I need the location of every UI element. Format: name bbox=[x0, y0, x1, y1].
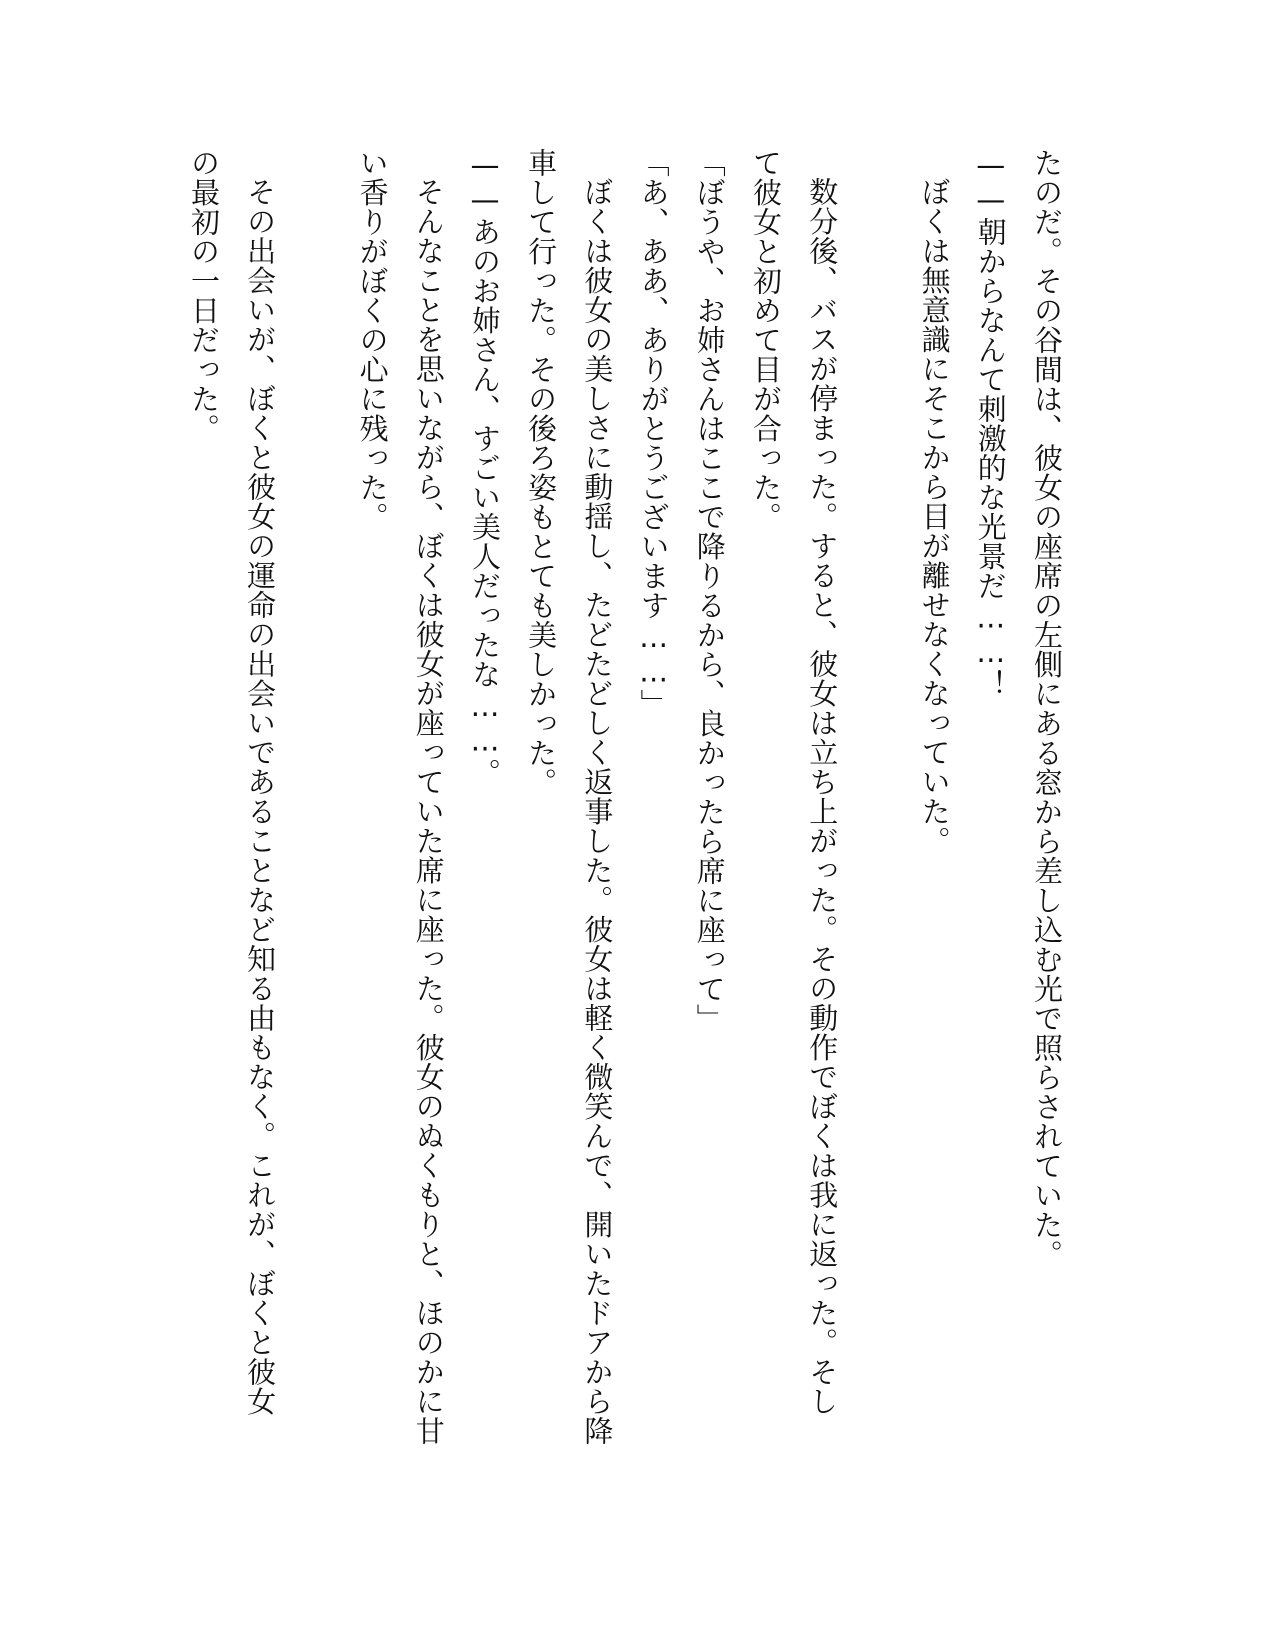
text-line-10: ——あのお姉さん、すごい美人だったな……。 bbox=[467, 148, 502, 788]
blank-line-2 bbox=[288, 148, 344, 1488]
text-line-6: 「ぼうや、お姉さんはここで降りるから、良かったら席に座って」 bbox=[692, 148, 727, 1033]
text-line-7: 「あ、ああ、ありがとうございます……」 bbox=[636, 148, 671, 719]
text-line-8: ぼくは彼女の美しさに動揺し、たどたどしく返事した。彼女は軽く微笑んで、開いたドアから降 bbox=[580, 177, 615, 1446]
text-line-9: 車して行った。その後ろ姿もとても美しかった。 bbox=[524, 148, 559, 797]
text-line-2: ——朝からなんて刺激的な光景だ……！ bbox=[973, 148, 1008, 699]
text-line-11: そんなことを思いながら、ぼくは彼女が座っていた席に座った。彼女のぬくもりと、ほのかに甘 bbox=[411, 177, 446, 1446]
text-line-5: て彼女と初めて目が合った。 bbox=[748, 148, 783, 532]
text-line-14: の最初の一日だった。 bbox=[186, 148, 221, 443]
blank-line-1 bbox=[850, 148, 906, 1488]
text-line-13: その出会いが、ぼくと彼女の運命の出会いであることなど知る由もなく。これが、ぼくと彼女 bbox=[243, 177, 278, 1416]
text-line-1: たのだ。その谷間は、彼女の座席の左側にある窓から差し込む光で照らされていた。 bbox=[1030, 148, 1064, 1269]
text-line-4: 数分後、バスが停まった。すると、彼女は立ち上がった。その動作でぼくは我に返った。そし bbox=[805, 177, 840, 1416]
vertical-text-body bbox=[176, 148, 1075, 1488]
text-line-3: ぼくは無意識にそこから目が離せなくなっていた。 bbox=[917, 177, 952, 856]
text-line-12: い香りがぼくの心に残った。 bbox=[355, 148, 390, 532]
